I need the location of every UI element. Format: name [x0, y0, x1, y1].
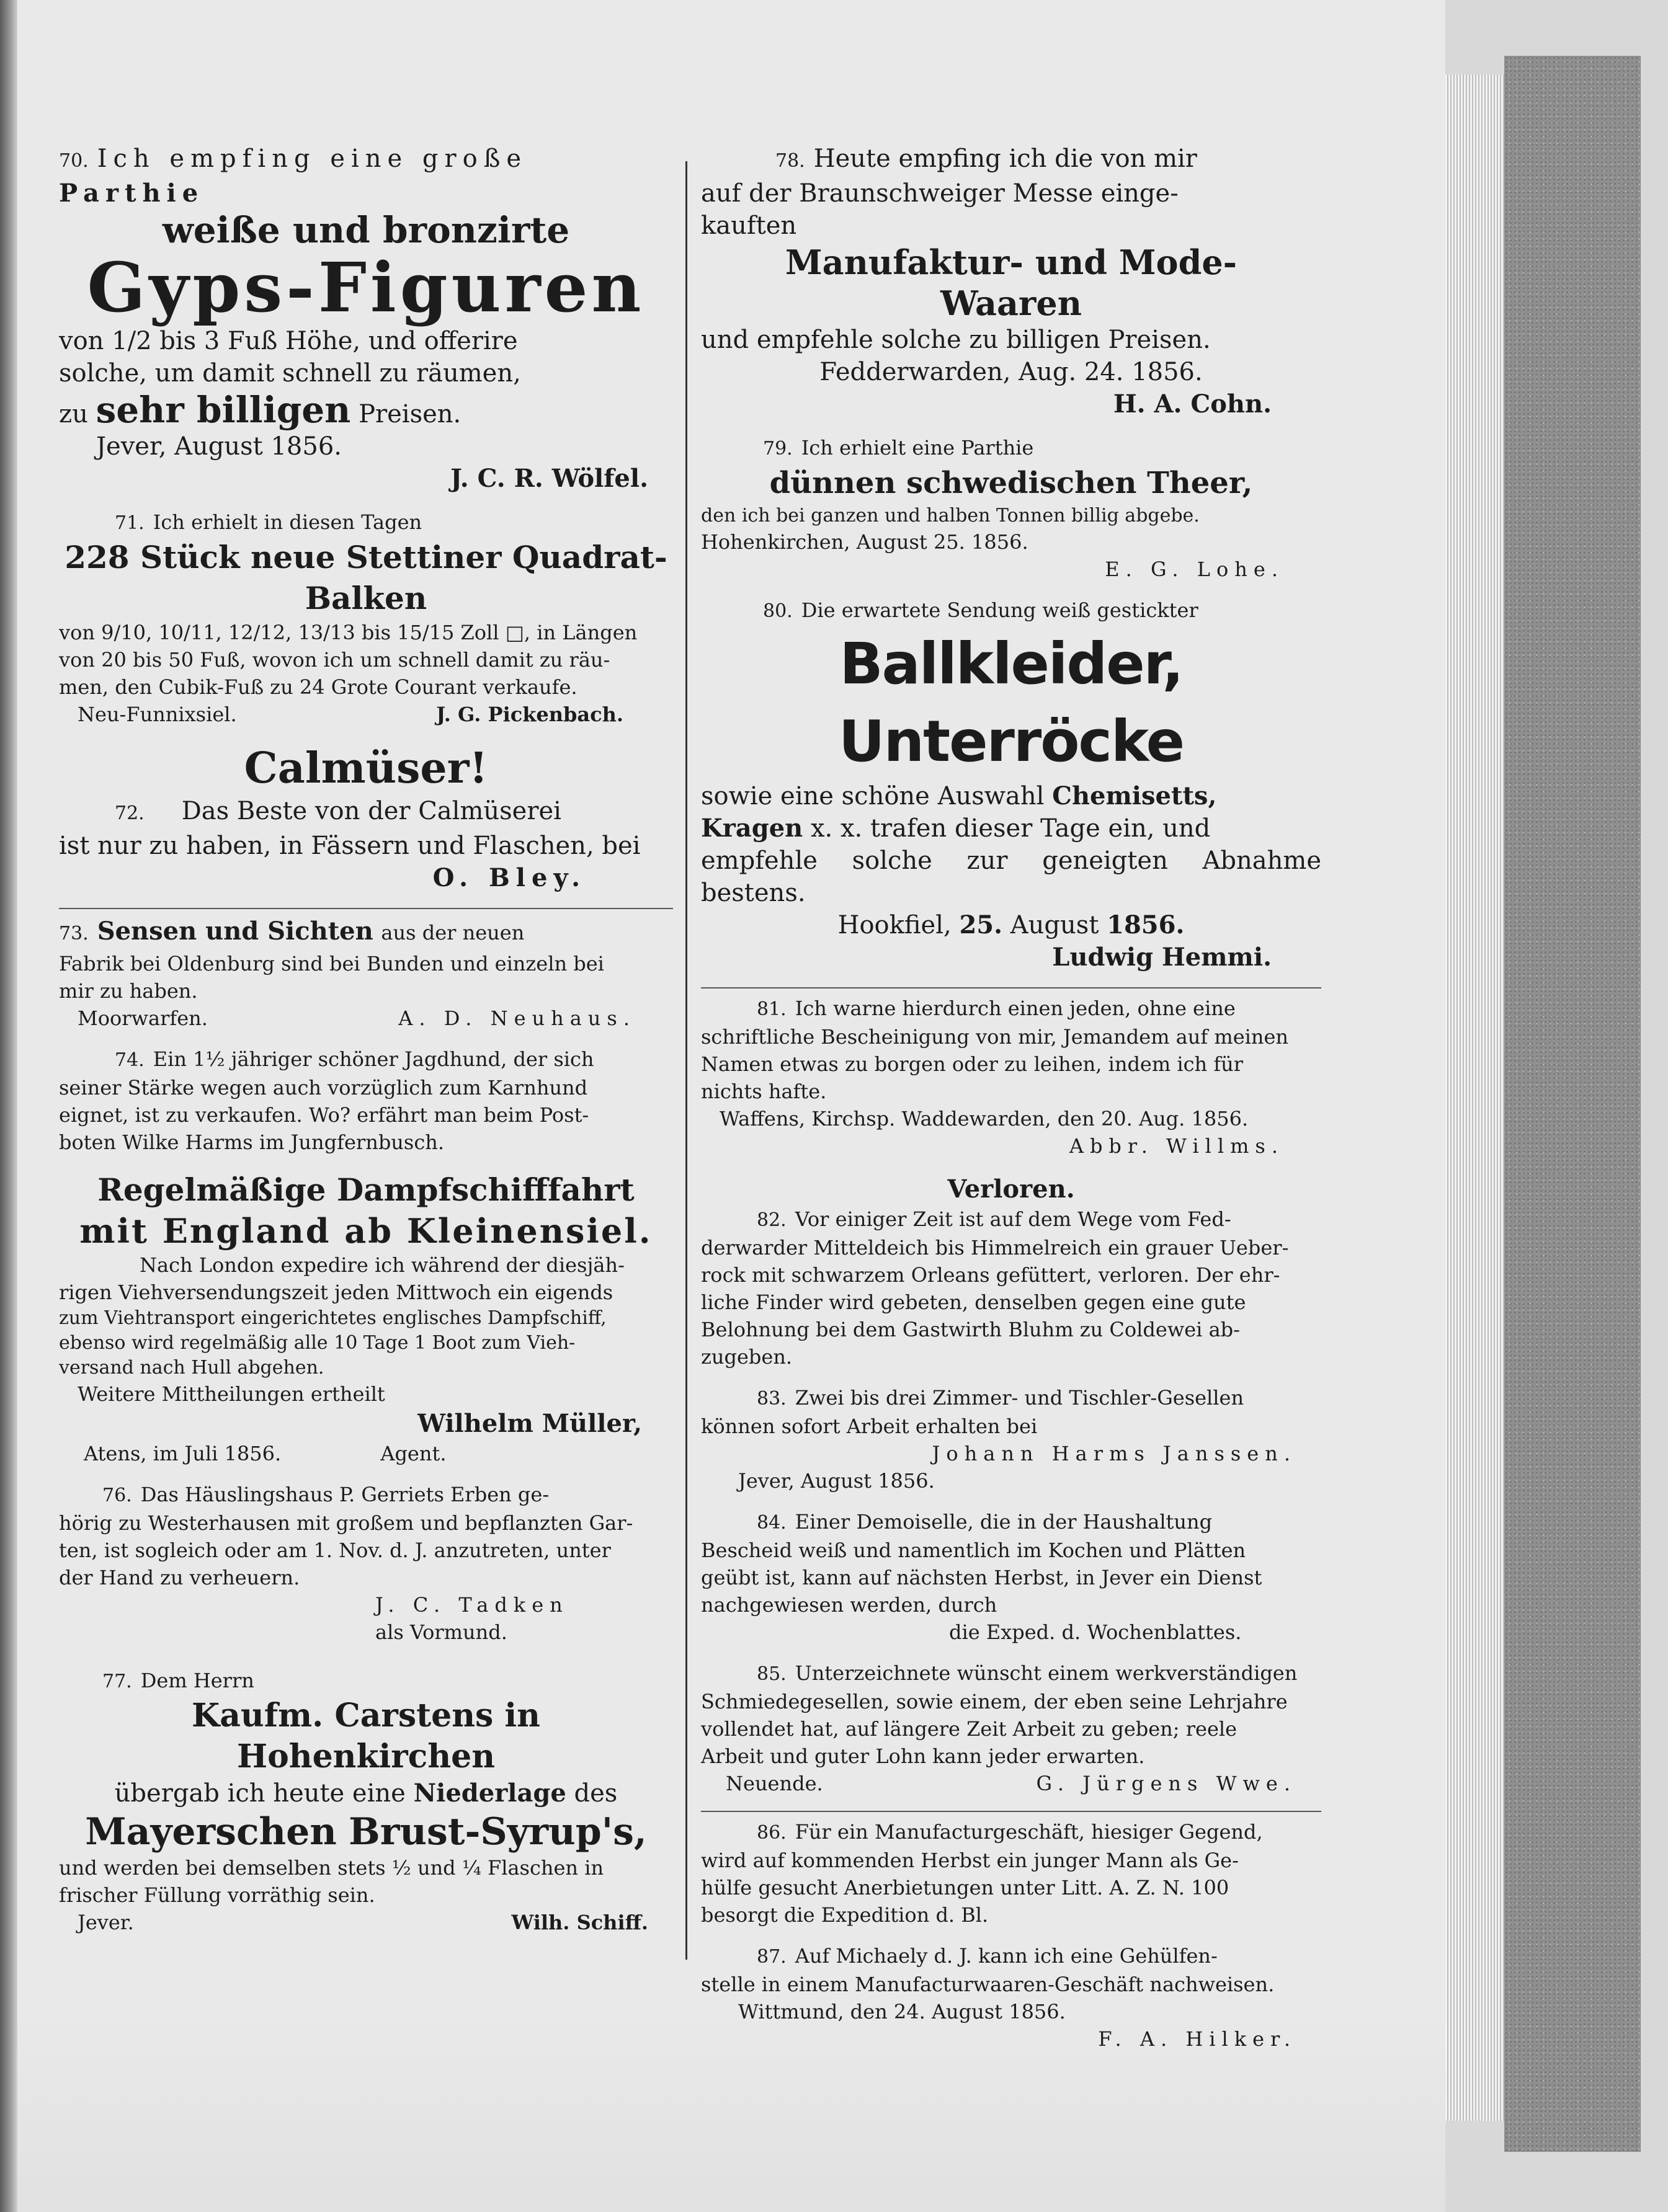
ad-text: Arbeit und guter Lohn kann jeder erwarten.: [701, 1744, 1145, 1768]
ad-role: als Vormund.: [375, 1620, 507, 1644]
ad-text: der Hand zu verheuern.: [59, 1566, 300, 1589]
ad-signature: Abbr. Willms.: [1069, 1134, 1284, 1158]
ad-text: mir zu haben.: [59, 979, 198, 1003]
ad-place-date: Jever, August 1856.: [738, 1469, 935, 1493]
ad-number: 74.: [115, 1049, 145, 1071]
ad-text: zu: [59, 400, 88, 429]
ad-text: August: [1010, 911, 1099, 939]
ad-headline: Gyps-Figuren: [87, 247, 645, 327]
ad-number: 80.: [763, 600, 793, 622]
ad-signature: die Exped. d. Wochenblattes.: [949, 1620, 1242, 1644]
ad-headline: Ballkleider, Unterröcke: [838, 631, 1184, 775]
ad-emphasis: Chemisetts,: [1052, 781, 1217, 811]
ad-74: [59, 1046, 673, 1156]
ad-heading: Kaufm. Carstens in Hohenkirchen: [192, 1697, 540, 1775]
ad-emphasis: 25.: [959, 910, 1003, 939]
column-divider: [685, 161, 687, 1960]
ad-text: liche Finder wird gebeten, denselben gegen eine gute: [701, 1290, 1246, 1314]
ad-text: zum Viehtransport eingerichtetes englisches Dampfschiff,: [59, 1307, 607, 1329]
ad-text: zugeben.: [701, 1345, 793, 1369]
ad-text: besorgt die Expedition d. Bl.: [701, 1903, 989, 1927]
ad-number: 78.: [775, 150, 805, 172]
ad-heading: Balken: [305, 580, 427, 616]
ad-text: Zwei bis drei Zimmer- und Tischler-Gesellen: [795, 1386, 1244, 1410]
ad-text: empfehle solche zur geneigten Abnahme bestens.: [701, 846, 1321, 907]
ad-signature: J. G. Pickenbach.: [436, 703, 623, 726]
ad-text: Auf Michaely d. J. kann ich eine Gehülfen-: [795, 1944, 1218, 1968]
ad-signature: A. D. Neuhaus.: [398, 1006, 636, 1030]
ad-80: [701, 597, 1321, 974]
ad-role: Agent.: [380, 1442, 447, 1465]
ad-text: Das Beste von der Calmüserei: [181, 797, 561, 825]
ad-text: hülfe gesucht Anerbietungen unter Litt. A. Z. N. 100: [701, 1876, 1229, 1899]
ad-signature: J. C. Tadken: [375, 1593, 569, 1617]
ad-headline: Brust-Syrup's,: [349, 1810, 647, 1854]
ad-emphasis: Sensen und Sichten: [97, 917, 373, 946]
ad-emphasis: Kragen: [701, 814, 803, 843]
ad-number: 70.: [59, 150, 89, 172]
ad-number: 77.: [102, 1671, 132, 1692]
ad-heading: dünnen schwedischen Theer,: [769, 466, 1253, 500]
ad-number: 73.: [59, 923, 89, 944]
ad-place-date: Waffens, Kirchsp. Waddewarden, den 20. Aug. 1856.: [720, 1107, 1249, 1130]
ad-text: Schmiedegesellen, sowie einem, der eben seine Lehrjahre: [701, 1690, 1288, 1713]
ad-text: sowie eine schöne Auswahl: [701, 782, 1045, 811]
ad-text: nichts hafte.: [701, 1080, 827, 1103]
ad-number: 84.: [757, 1512, 787, 1534]
ad-text: Dem Herrn: [140, 1669, 254, 1692]
ad-signature: Wilh. Schiff.: [511, 1911, 648, 1934]
ad-75: [59, 1170, 673, 1467]
ad-text: Bescheid weiß und namentlich im Kochen und Plätten: [701, 1539, 1246, 1562]
ad-place-date: Hohenkirchen, August 25. 1856.: [701, 530, 1028, 554]
ad-number: 72.: [115, 802, 145, 824]
ad-85: [701, 1659, 1321, 1797]
ad-emphasis: 1856.: [1107, 910, 1185, 939]
ad-heading: mit England ab Kleinensiel.: [79, 1211, 653, 1251]
ad-signature: O. Bley.: [432, 863, 586, 892]
ad-place: Neuende.: [726, 1772, 823, 1795]
ad-place-date: Fedderwarden, Aug. 24. 1856.: [819, 358, 1203, 386]
ad-text: nachgewiesen werden, durch: [701, 1593, 997, 1617]
ad-78: [701, 143, 1321, 420]
ad-text: Hookfiel,: [837, 911, 952, 939]
ad-signature: Ludwig Hemmi.: [1052, 943, 1272, 972]
ad-79: [701, 434, 1321, 583]
ad-text: Weitere Mittheilungen ertheilt: [78, 1382, 385, 1406]
ad-text: hörig zu Westerhausen mit großem und bepflanzten Gar-: [59, 1511, 633, 1535]
ad-86: [701, 1811, 1321, 1929]
ad-number: 79.: [763, 438, 793, 460]
ad-text: rigen Viehversendungszeit jeden Mittwoch ein eigends: [59, 1281, 613, 1304]
ad-text: können sofort Arbeit erhalten bei: [701, 1415, 1038, 1438]
book-cover: [1504, 56, 1641, 2152]
ad-text: Namen etwas zu borgen oder zu leihen, indem ich für: [701, 1052, 1244, 1076]
ad-text: Parthie: [59, 179, 205, 208]
ad-number: 83.: [757, 1388, 787, 1410]
ad-place-date: Wittmund, den 24. August 1856.: [738, 2000, 1066, 2023]
ad-71: [59, 509, 673, 728]
lost-section: [701, 1173, 1321, 1370]
ad-text: Fabrik bei Oldenburg sind bei Bunden und einzeln bei: [59, 952, 604, 975]
ad-place: Jever.: [78, 1911, 134, 1934]
ad-text: x. x. trafen dieser Tage ein, und: [810, 814, 1211, 843]
ad-text: wird auf kommenden Herbst ein junger Mann als Ge-: [701, 1849, 1239, 1872]
ad-text: Heute empfing ich die von mir: [813, 144, 1197, 173]
ad-signature: E. G. Lohe.: [1105, 557, 1284, 581]
ad-emphasis: Mayerschen: [85, 1810, 337, 1854]
ad-text: übergab ich heute eine: [114, 1779, 406, 1808]
ad-text: boten Wilke Harms im Jungfernbusch.: [59, 1130, 445, 1154]
ad-place-date: Atens, im Juli 1856.: [84, 1442, 282, 1465]
ad-text: men, den Cubik-Fuß zu 24 Grote Courant verkaufe.: [59, 675, 578, 699]
ad-text: des: [574, 1779, 618, 1808]
ad-number: 71.: [115, 512, 145, 534]
ad-text: Ich empfing eine große: [97, 144, 528, 173]
ad-text: Das Häuslingshaus P. Gerriets Erben ge-: [140, 1483, 550, 1506]
ad-70: [59, 143, 673, 495]
ad-text: frischer Füllung vorräthig sein.: [59, 1883, 375, 1907]
ad-text: Ich erhielt in diesen Tagen: [153, 510, 422, 534]
ad-text: Für ein Manufacturgeschäft, hiesiger Gegend,: [795, 1820, 1263, 1844]
ad-text: Unterzeichnete wünscht einem werkverständigen: [795, 1661, 1298, 1685]
ad-text: den ich bei ganzen und halben Tonnen billig abgebe.: [701, 505, 1200, 526]
ad-text: von 20 bis 50 Fuß, wovon ich um schnell damit zu räu-: [59, 648, 610, 672]
ad-number: 81.: [757, 998, 787, 1020]
ad-emphasis: sehr billigen: [96, 389, 351, 431]
ad-heading: Manufaktur- und Mode-: [785, 242, 1238, 282]
ad-signature: G. Jürgens Wwe.: [1036, 1772, 1296, 1795]
ad-text: Ich warne hierdurch einen jeden, ohne eine: [795, 997, 1236, 1020]
book-gutter: [0, 0, 17, 2212]
ad-place: Neu-Funnixsiel.: [78, 703, 237, 726]
ad-text: ten, ist sogleich oder am 1. Nov. d. J. anzutreten, unter: [59, 1539, 611, 1562]
ad-place-date: Jever, August 1856.: [96, 432, 342, 461]
ad-number: 82.: [757, 1209, 787, 1231]
ad-text: eignet, ist zu verkaufen. Wo? erfährt man beim Post-: [59, 1103, 589, 1127]
ad-76: [59, 1481, 673, 1646]
ad-text: ebenso wird regelmäßig alle 10 Tage 1 Boot zum Vieh-: [59, 1332, 576, 1354]
ad-text: auf der Braunschweiger Messe einge-: [701, 179, 1179, 208]
ad-73: [59, 908, 673, 1032]
left-column: [59, 143, 673, 1936]
ad-text: schriftliche Bescheinigung von mir, Jemandem auf meinen: [701, 1025, 1289, 1049]
ad-72: [59, 742, 673, 894]
ad-signature: Wilhelm Müller,: [417, 1409, 642, 1438]
ad-text: und werden bei demselben stets ½ und ¼ Flaschen in: [59, 1856, 604, 1880]
ad-text: Einer Demoiselle, die in der Haushaltung: [795, 1510, 1213, 1534]
ad-81: [701, 987, 1321, 1160]
ad-87: [701, 1942, 1321, 2053]
ad-text: aus der neuen: [381, 921, 525, 944]
ad-77: [59, 1667, 673, 1936]
ad-heading: weiße und bronzirte: [162, 209, 570, 251]
ad-83: [701, 1384, 1321, 1495]
ad-number: 87.: [757, 1946, 787, 1968]
ad-heading: Regelmäßige Dampfschifffahrt: [97, 1171, 635, 1208]
ad-text: versand nach Hull abgehen.: [59, 1357, 324, 1379]
ad-text: und empfehle solche zu billigen Preisen.: [701, 326, 1211, 354]
ad-text: von 1/2 bis 3 Fuß Höhe, und offerire: [59, 327, 518, 355]
ad-84: [701, 1508, 1321, 1646]
ad-number: 85.: [757, 1663, 787, 1685]
ad-signature: H. A. Cohn.: [1113, 389, 1272, 419]
right-column: [701, 143, 1321, 2053]
ad-text: derwarder Mitteldeich bis Himmelreich ein grauer Ueber-: [701, 1236, 1289, 1259]
ad-text: Nach London expedire ich während der diesjäh-: [140, 1253, 625, 1277]
ad-text: Ein 1½ jähriger schöner Jagdhund, der sich: [153, 1047, 594, 1071]
ad-text: Vor einiger Zeit ist auf dem Wege vom Fed-: [795, 1207, 1231, 1231]
ad-signature: F. A. Hilker.: [1098, 2027, 1296, 2051]
ad-number: 76.: [102, 1485, 132, 1506]
ad-text: solche, um damit schnell zu räumen,: [59, 359, 521, 388]
ad-text: Belohnung bei dem Gastwirth Bluhm zu Coldewei ab-: [701, 1318, 1240, 1341]
ad-place: Moorwarfen.: [78, 1006, 208, 1030]
ad-emphasis: Niederlage: [413, 1779, 566, 1808]
ad-text: Die erwartete Sendung weiß gestickter: [801, 598, 1198, 622]
ad-text: stelle in einem Manufacturwaaren-Geschäft nachweisen.: [701, 1973, 1275, 1996]
ad-headline: Calmüser!: [244, 744, 488, 793]
ad-text: rock mit schwarzem Orleans gefüttert, verloren. Der ehr-: [701, 1263, 1280, 1287]
ad-signature: Johann Harms Janssen.: [932, 1442, 1296, 1465]
ad-text: von 9/10, 10/11, 12/12, 13/13 bis 15/15 Zoll □, in Längen: [59, 621, 638, 644]
ad-heading: Waaren: [940, 283, 1082, 323]
ad-text: geübt ist, kann auf nächsten Herbst, in Jever ein Dienst: [701, 1566, 1262, 1589]
ad-text: seiner Stärke wegen auch vorzüglich zum Karnhund: [59, 1076, 588, 1099]
section-heading: Verloren.: [947, 1175, 1075, 1204]
ad-text: Ich erhielt eine Parthie: [801, 436, 1034, 460]
ad-number: 86.: [757, 1822, 787, 1844]
ad-text: vollendet hat, auf längere Zeit Arbeit zu geben; reele: [701, 1717, 1238, 1741]
ad-signature: J. C. R. Wölfel.: [450, 464, 648, 493]
ad-text: ist nur zu haben, in Fässern und Flaschen, bei: [59, 832, 641, 860]
ad-heading: 228 Stück neue Stettiner Quadrat-: [65, 539, 667, 575]
ad-text: Preisen.: [359, 400, 462, 429]
ad-text: kauften: [701, 211, 797, 240]
